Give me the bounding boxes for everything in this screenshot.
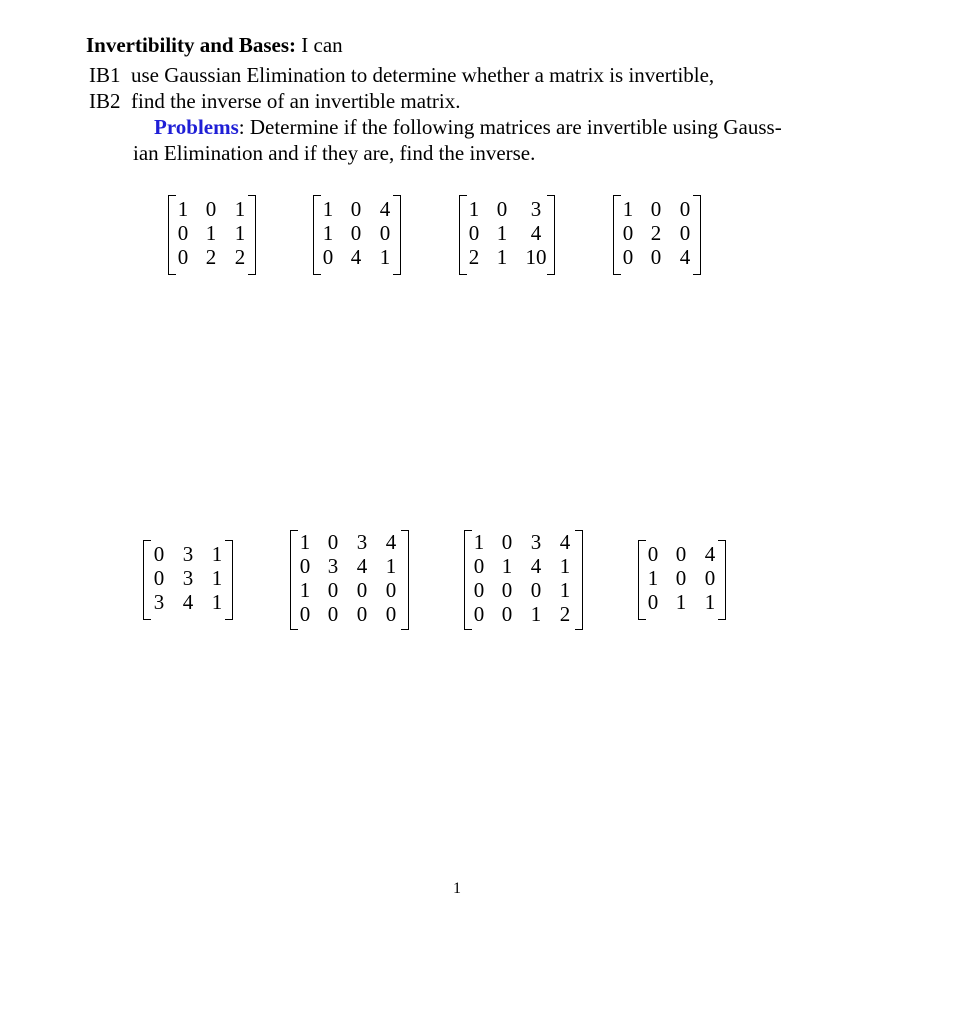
left-bracket [638,540,646,620]
matrix-8 [638,540,726,620]
matrix-entry: 3 [182,542,194,566]
matrix-entry: 0 [299,602,311,626]
matrix-entry: 1 [496,221,508,245]
matrix-entry: 3 [327,554,339,578]
matrix-entry: 1 [322,197,334,221]
matrix-entry: 0 [501,530,513,554]
matrix-entry: 1 [501,554,513,578]
matrix-entry: 0 [675,542,687,566]
matrix-entry: 3 [153,590,165,614]
matrix-entry: 0 [327,602,339,626]
matrix-entry: 4 [704,542,716,566]
problems-text-2: ian Elimination and if they are, find the inverse. [133,141,536,165]
matrix-entry: 0 [177,245,189,269]
matrix-entry: 0 [622,221,634,245]
matrix-entry: 4 [679,245,691,269]
right-bracket [547,195,555,275]
matrix-entry: 0 [647,590,659,614]
matrix-entry: 4 [559,530,571,554]
matrix-entry: 0 [379,221,391,245]
matrix-entry: 0 [327,578,339,602]
matrix-entry: 0 [679,197,691,221]
matrix-entry: 0 [327,530,339,554]
matrix-entry: 1 [299,578,311,602]
matrix-entry: 0 [356,578,368,602]
matrix-entry: 1 [211,590,223,614]
section-heading [86,32,343,58]
section-heading-rest: I can [301,33,343,57]
matrix-entry: 1 [385,554,397,578]
matrix-entry: 0 [350,221,362,245]
matrix-entry: 0 [622,245,634,269]
matrix-entry: 0 [496,197,508,221]
matrix-entry: 1 [211,542,223,566]
right-bracket [248,195,256,275]
matrix-entry: 1 [530,602,542,626]
matrix-entry: 0 [650,245,662,269]
left-bracket [464,530,472,630]
problems-text-1: : Determine if the following matrices are invertible using Gauss- [238,115,782,139]
matrix-entry: 1 [234,221,246,245]
matrix-entry: 0 [299,554,311,578]
matrix-entry: 0 [356,602,368,626]
matrix-entry: 1 [177,197,189,221]
left-bracket [613,195,621,275]
matrix-entry: 1 [468,197,480,221]
matrix-entry: 1 [496,245,508,269]
matrix-entry: 4 [530,554,542,578]
matrix-entry: 2 [468,245,480,269]
matrix-entry: 0 [679,221,691,245]
matrix-entry: 2 [559,602,571,626]
left-bracket [313,195,321,275]
matrix-entry: 0 [650,197,662,221]
matrix-entry: 0 [205,197,217,221]
matrix-entry: 4 [385,530,397,554]
matrix-entry: 0 [473,602,485,626]
matrix-entry: 3 [530,197,542,221]
matrix-entry: 1 [647,566,659,590]
matrix-entry: 0 [177,221,189,245]
objective-code: IB1 [89,63,121,87]
right-bracket [225,540,233,620]
matrix-5 [143,540,233,620]
matrix-entry: 2 [234,245,246,269]
matrix-entry: 4 [350,245,362,269]
matrix-entry: 0 [675,566,687,590]
matrix-entry: 4 [379,197,391,221]
matrix-entry: 0 [647,542,659,566]
matrix-entry: 1 [622,197,634,221]
left-bracket [459,195,467,275]
matrix-entry: 0 [473,578,485,602]
objective-ib1 [89,62,714,88]
matrix-entry: 0 [153,542,165,566]
right-bracket [575,530,583,630]
objective-code: IB2 [89,89,121,113]
matrix-entry: 4 [182,590,194,614]
matrix-entry: 0 [501,578,513,602]
matrix-entry: 0 [350,197,362,221]
matrix-entry: 3 [356,530,368,554]
matrix-entry: 2 [650,221,662,245]
matrix-entry: 0 [501,602,513,626]
matrix-entry: 0 [704,566,716,590]
matrix-entry: 0 [153,566,165,590]
problems-instruction-line2 [133,140,535,166]
matrix-entry: 0 [385,602,397,626]
problems-label: Problems [154,115,239,139]
matrix-entry: 1 [379,245,391,269]
matrix-entry: 1 [559,578,571,602]
matrix-entry: 0 [322,245,334,269]
matrix-entry: 1 [322,221,334,245]
objective-ib2 [89,88,460,114]
matrix-7 [464,530,583,630]
matrix-entry: 2 [205,245,217,269]
right-bracket [393,195,401,275]
left-bracket [143,540,151,620]
page-number: 1 [453,880,461,897]
matrix-entry: 0 [530,578,542,602]
matrix-entry: 1 [205,221,217,245]
matrix-entry: 1 [211,566,223,590]
matrix-entry: 0 [468,221,480,245]
matrix-entry: 1 [704,590,716,614]
matrix-entry: 4 [356,554,368,578]
matrix-6 [290,530,409,630]
matrix-2 [313,195,401,275]
matrix-entry: 3 [182,566,194,590]
matrix-entry: 1 [675,590,687,614]
matrix-entry: 1 [473,530,485,554]
matrix-entry: 0 [385,578,397,602]
matrix-1 [168,195,256,275]
left-bracket [290,530,298,630]
left-bracket [168,195,176,275]
section-heading-bold: Invertibility and Bases: [86,33,297,57]
matrix-entry: 1 [299,530,311,554]
matrix-entry: 10 [525,245,547,269]
matrix-4 [613,195,701,275]
matrix-entry: 3 [530,530,542,554]
right-bracket [693,195,701,275]
objective-text: find the inverse of an invertible matrix. [131,89,461,113]
matrix-entry: 4 [530,221,542,245]
matrix-3 [459,195,555,275]
matrix-entry: 1 [559,554,571,578]
right-bracket [401,530,409,630]
right-bracket [718,540,726,620]
matrix-entry: 1 [234,197,246,221]
problems-instruction-line1 [154,114,782,140]
objective-text: use Gaussian Elimination to determine whether a matrix is invertible, [131,63,715,87]
matrix-entry: 0 [473,554,485,578]
